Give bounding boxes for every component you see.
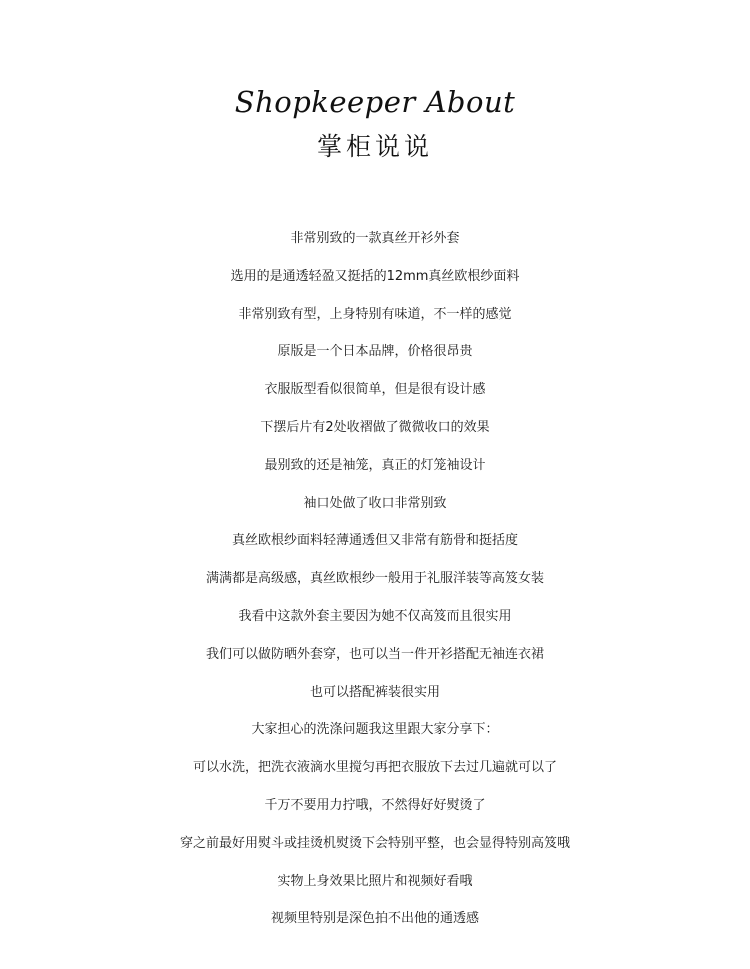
description-line: 衣服版型看似很简单，但是很有设计感 bbox=[264, 382, 486, 398]
page-title-english: Shopkeeper About bbox=[234, 85, 516, 119]
description-line: 袖口处做了收口非常别致 bbox=[303, 495, 447, 511]
description-line: 视频里特别是深色拍不出他的通透感 bbox=[270, 911, 479, 927]
description-line: 满满都是高级感，真丝欧根纱一般用于礼服洋装等高笈女装 bbox=[205, 571, 544, 587]
description-line: 真丝欧根纱面料轻薄通透但又非常有筋骨和挺括度 bbox=[231, 533, 518, 549]
description-line: 选用的是通透轻盈又挺括的12mm真丝欧根纱面料 bbox=[230, 268, 520, 284]
description-line: 也可以搭配裤装很实用 bbox=[309, 684, 440, 700]
page-header bbox=[0, 82, 750, 164]
description-line: 大家担心的洗涤问题我这里跟大家分享下： bbox=[251, 722, 499, 738]
description-line: 原版是一个日本品牌，价格很昂贵 bbox=[277, 344, 473, 360]
description-line: 我看中这款外套主要因为她不仅高笈而且很实用 bbox=[238, 608, 512, 624]
description-line: 穿之前最好用熨斗或挂烫机熨烫下会特别平整，也会显得特别高笈哦 bbox=[179, 835, 570, 851]
page-title-chinese: 掌柜说说 bbox=[316, 132, 433, 161]
description-line: 下摆后片有2处收褶做了微微收口的效果 bbox=[260, 419, 490, 435]
description-line: 非常别致的一款真丝开衫外套 bbox=[290, 231, 460, 246]
description-line: 千万不要用力拧哦，不然得好好熨烫了 bbox=[264, 797, 486, 813]
description-text-block bbox=[0, 227, 750, 945]
description-line: 非常别致有型，上身特别有味道，不一样的感觉 bbox=[238, 306, 512, 322]
description-line: 可以水洗，把洗衣液滴水里搅匀再把衣服放下去过几遍就可以了 bbox=[192, 760, 557, 776]
description-line: 最别致的还是袖笼，真正的灯笼袖设计 bbox=[264, 457, 486, 473]
description-line: 实物上身效果比照片和视频好看哦 bbox=[277, 873, 473, 889]
description-line: 我们可以做防晒外套穿，也可以当一件开衫搭配无袖连衣裙 bbox=[205, 646, 544, 662]
